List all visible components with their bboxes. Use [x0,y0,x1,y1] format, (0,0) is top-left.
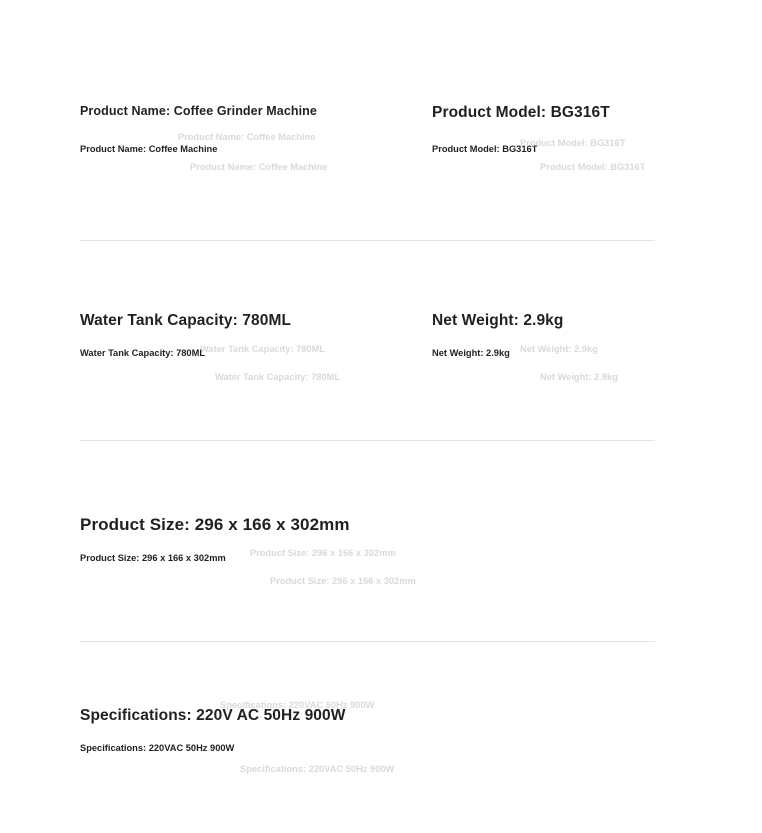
product-size-primary: Product Size: 296 x 166 x 302mm [80,515,350,534]
ghost-text-water-tank: Water Tank Capacity: 780ML [200,344,326,354]
ghost-text-water-tank-2: Water Tank Capacity: 780ML [215,372,341,382]
specifications-secondary-wrap [80,743,234,754]
product-model-primary: Product Model: BG316T [432,104,610,121]
specifications-primary: Specifications: 220V AC 50Hz 900W [80,707,346,724]
product-name-secondary: Product Name: Coffee Machine [80,144,218,154]
ghost-text-product-size-2: Product Size: 296 x 166 x 302mm [270,576,416,586]
spec-cell-product-size [80,515,600,563]
product-model-secondary-wrap [432,144,537,155]
divider-1 [80,240,655,241]
spec-cell-net-weight [432,312,655,358]
spec-cell-product-model [432,104,655,154]
ghost-text-product-name-2: Product Name: Coffee Machine [190,162,328,172]
spec-cell-water-tank-capacity [80,312,420,358]
net-weight-secondary: Net Weight: 2.9kg [432,348,510,358]
ghost-text-net-weight-2: Net Weight: 2.9kg [540,372,618,382]
ghost-text-product-name: Product Name: Coffee Machine [178,132,316,142]
product-size-secondary-wrap [80,553,226,564]
product-name-secondary-wrap [80,144,217,155]
ghost-text-net-weight: Net Weight: 2.9kg [520,344,598,354]
ghost-text-specifications: Specifications: 220VAC 50Hz 900W [220,700,375,710]
net-weight-primary: Net Weight: 2.9kg [432,312,564,329]
water-tank-capacity-secondary-wrap [80,348,205,359]
ghost-text-product-size: Product Size: 296 x 166 x 302mm [250,548,396,558]
spec-cell-specifications [80,707,600,753]
product-model-secondary: Product Model: BG316T [432,144,538,154]
spec-cell-product-name [80,104,420,154]
water-tank-capacity-primary: Water Tank Capacity: 780ML [80,312,292,329]
water-tank-capacity-secondary: Water Tank Capacity: 780ML [80,348,206,358]
ghost-text-specifications-2: Specifications: 220VAC 50Hz 900W [240,764,395,774]
divider-2 [80,440,655,441]
specifications-secondary: Specifications: 220VAC 50Hz 900W [80,743,235,753]
product-size-secondary: Product Size: 296 x 166 x 302mm [80,553,226,563]
ghost-text-product-model-2: Product Model: BG316T [540,162,646,172]
divider-3 [80,641,655,642]
net-weight-secondary-wrap [432,348,510,359]
ghost-text-product-model: Product Model: BG316T [520,138,626,148]
product-name-primary: Product Name: Coffee Grinder Machine [80,104,317,118]
